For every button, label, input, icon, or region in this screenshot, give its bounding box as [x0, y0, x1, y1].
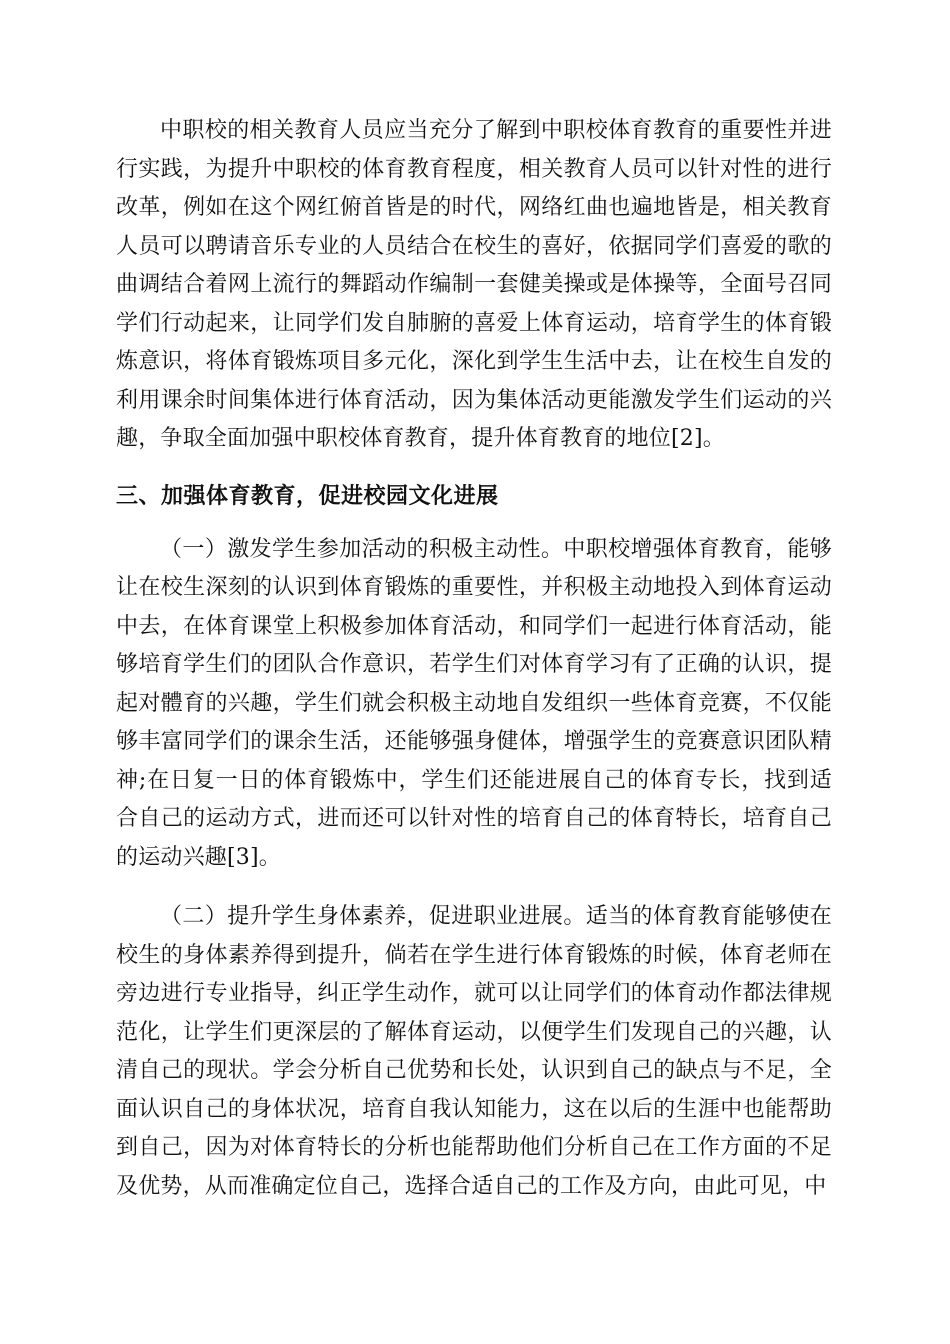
section-heading: 三、加强体育教育，促进校园文化进展 — [116, 483, 499, 509]
document-page — [116, 112, 832, 1206]
paragraph-1: 中职校的相关教育人员应当充分了解到中职校体育教育的重要性并进行实践，为提升中职校的体育教育程度，相关教育人员可以针对性的进行改革，例如在这个网红俯首皆是的时代，网络红曲也遍地皆是，相关教育人员可以聘请音乐专业的人员结合在校生的喜好，依据同学们喜爱的歌的曲调结合着网上流行的舞蹈动作编制一套健美操或是体操等，全面号召同学们行动起来，让同学们发自肺腑的喜爱上体育运动，培育学生的体育锻炼意识，将体育锻炼项目多元化，深化到学生生活中去，让在校生自发的利用课余时间集体进行体育活动，因为集体活动更能激发学生们运动的兴趣，争取全面加强中职校体育教育，提升体育教育的地位[2]。 — [116, 118, 832, 451]
paragraph-3: （二）提升学生身体素养，促进职业进展。适当的体育教育能够使在校生的身体素养得到提升，倘若在学生进行体育锻炼的时候，体育老师在旁边进行专业指导，纠正学生动作，就可以让同学们的体育动作都法律规范化，让学生们更深层的了解体育运动，以便学生们发现自己的兴趣，认清自己的现状。学会分析自己优势和长处，认识到自己的缺点与不足，全面认识自己的身体状况，培育自我认知能力，这在以后的生涯中也能帮助到自己，因为对体育特长的分析也能帮助他们分析自己在工作方面的不足及优势，从而准确定位自己，选择合适自己的工作及方向，由此可见，中 — [116, 904, 832, 1199]
paragraph-2: （一）激发学生参加活动的积极主动性。中职校增强体育教育，能够让在校生深刻的认识到体育锻炼的重要性，并积极主动地投入到体育运动中去，在体育课堂上积极参加体育活动，和同学们一起进行体育活动，能够培育学生们的团队合作意识，若学生们对体育学习有了正确的认识，提起对體育的兴趣，学生们就会积极主动地自发组织一些体育竞赛，不仅能够丰富同学们的课余生活，还能够强身健体，增强学生的竞赛意识团队精神;在日复一日的体育锻炼中，学生们还能进展自己的体育专长，找到适合自己的运动方式，进而还可以针对性的培育自己的体育特长，培育自己的运动兴趣[3]。 — [116, 536, 832, 870]
